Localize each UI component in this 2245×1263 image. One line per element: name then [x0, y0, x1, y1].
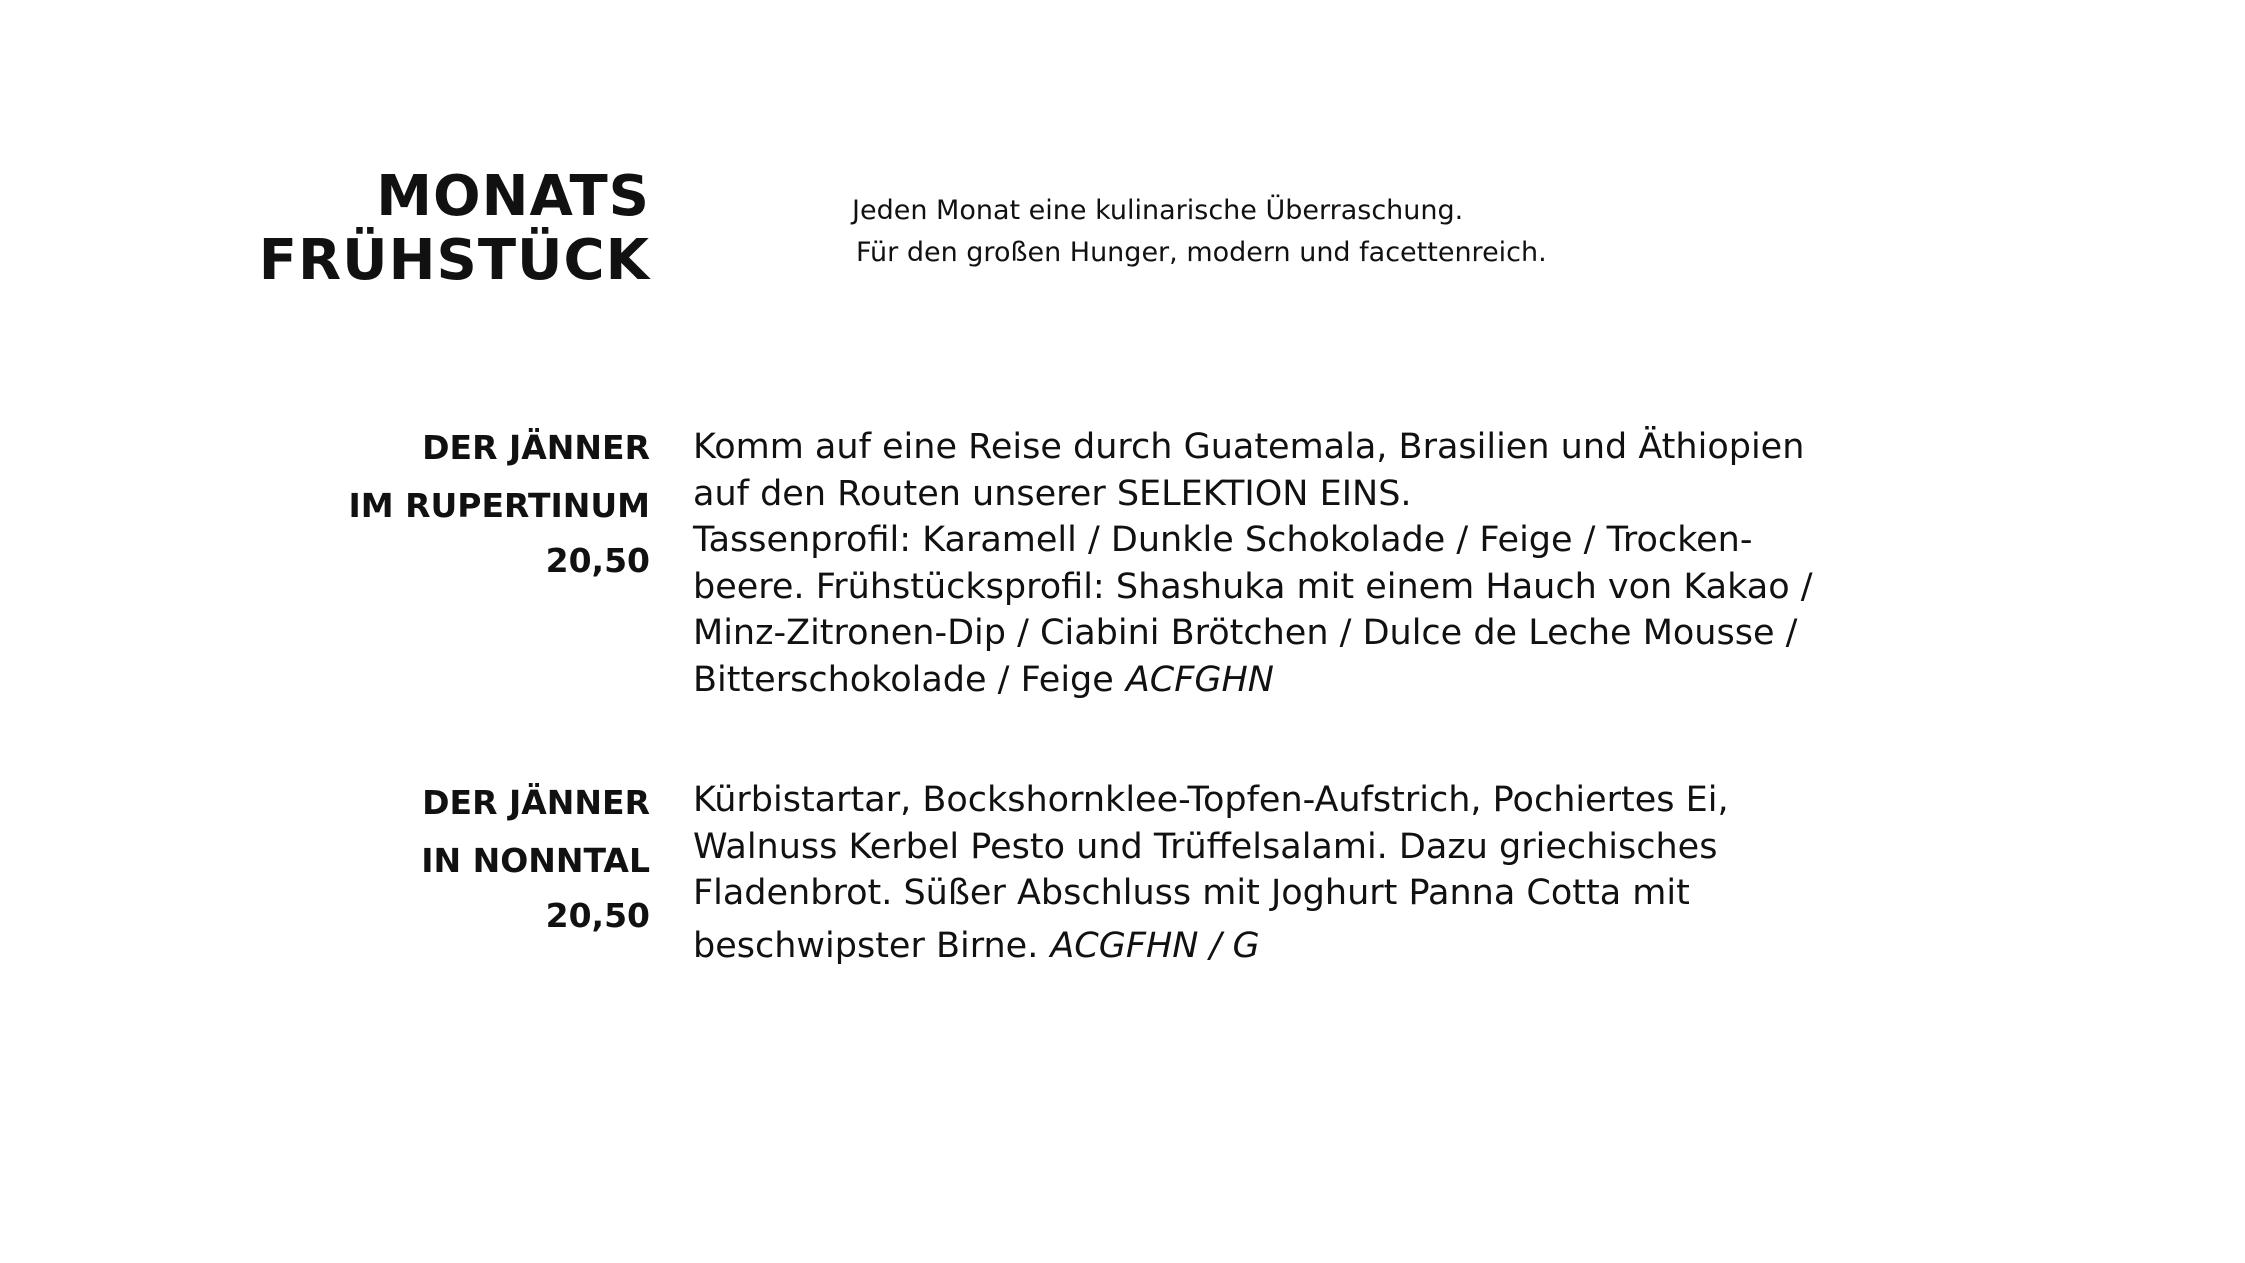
menu-item-2-title: DER JÄNNER: [422, 783, 650, 822]
menu-item-2-desc-line: Kürbistartar, Bockshornklee-Topfen-Aufstrich, Pochiertes Ei,: [693, 780, 1729, 820]
intro-text: [852, 190, 1547, 274]
menu-item-2-desc-line: beschwipster Birne.: [693, 925, 1039, 966]
menu-item-2-desc-last-line: [693, 923, 1833, 970]
menu-item-1-allergens: ACFGHN: [1125, 659, 1274, 700]
menu-item-1-price: 20,50: [545, 541, 650, 580]
menu-item-1-title: DER JÄNNER: [422, 428, 650, 467]
menu-item-1-desc-line: auf den Routen unserer SELEKTION EINS.: [693, 473, 1412, 514]
menu-item-1-desc-last-line: [693, 657, 1833, 704]
intro-line-2: Für den großen Hunger, modern und facettenreich.: [856, 237, 1547, 268]
menu-item-1-desc-line: Komm auf eine Reise durch Guatemala, Brasilien und Äthiopien: [693, 427, 1805, 467]
menu-item-1-desc-line: Tassenprofil: Karamell / Dunkle Schokolade / Feige / Trocken-: [693, 520, 1753, 560]
menu-item-2-desc-line: Walnuss Kerbel Pesto und Trüffelsalami. Dazu griechisches: [693, 826, 1718, 867]
intro-line-1: Jeden Monat eine kulinarische Überraschung.: [852, 195, 1464, 226]
page-title-line-2: FRÜHSTÜCK: [258, 228, 650, 293]
menu-item-2-desc-line: Fladenbrot. Süßer Abschluss mit Joghurt Panna Cotta mit: [693, 873, 1690, 913]
menu-item-2-price: 20,50: [545, 896, 650, 935]
page-title: [259, 165, 650, 293]
menu-item-2-allergens: ACGFHN / G: [1050, 925, 1260, 966]
menu-item-1-label: [348, 419, 650, 587]
menu-item-1-desc-line: Minz-Zitronen-Dip / Ciabini Brötchen / Dulce de Leche Mousse /: [693, 613, 1798, 653]
menu-item-1-location: IM RUPERTINUM: [348, 486, 650, 525]
menu-item-1-desc-line: beere. Frühstücksprofil: Shashuka mit einem Hauch von Kakao /: [693, 566, 1813, 607]
menu-item-2-label: [421, 774, 650, 942]
menu-item-1-desc-line: Bitterschokolade / Feige: [693, 659, 1114, 700]
page-title-line-1: MONATS: [376, 164, 650, 229]
menu-item-2-description: [693, 777, 1833, 969]
menu-item-1-description: [693, 424, 1833, 703]
menu-item-2-location: IN NONNTAL: [421, 841, 650, 880]
